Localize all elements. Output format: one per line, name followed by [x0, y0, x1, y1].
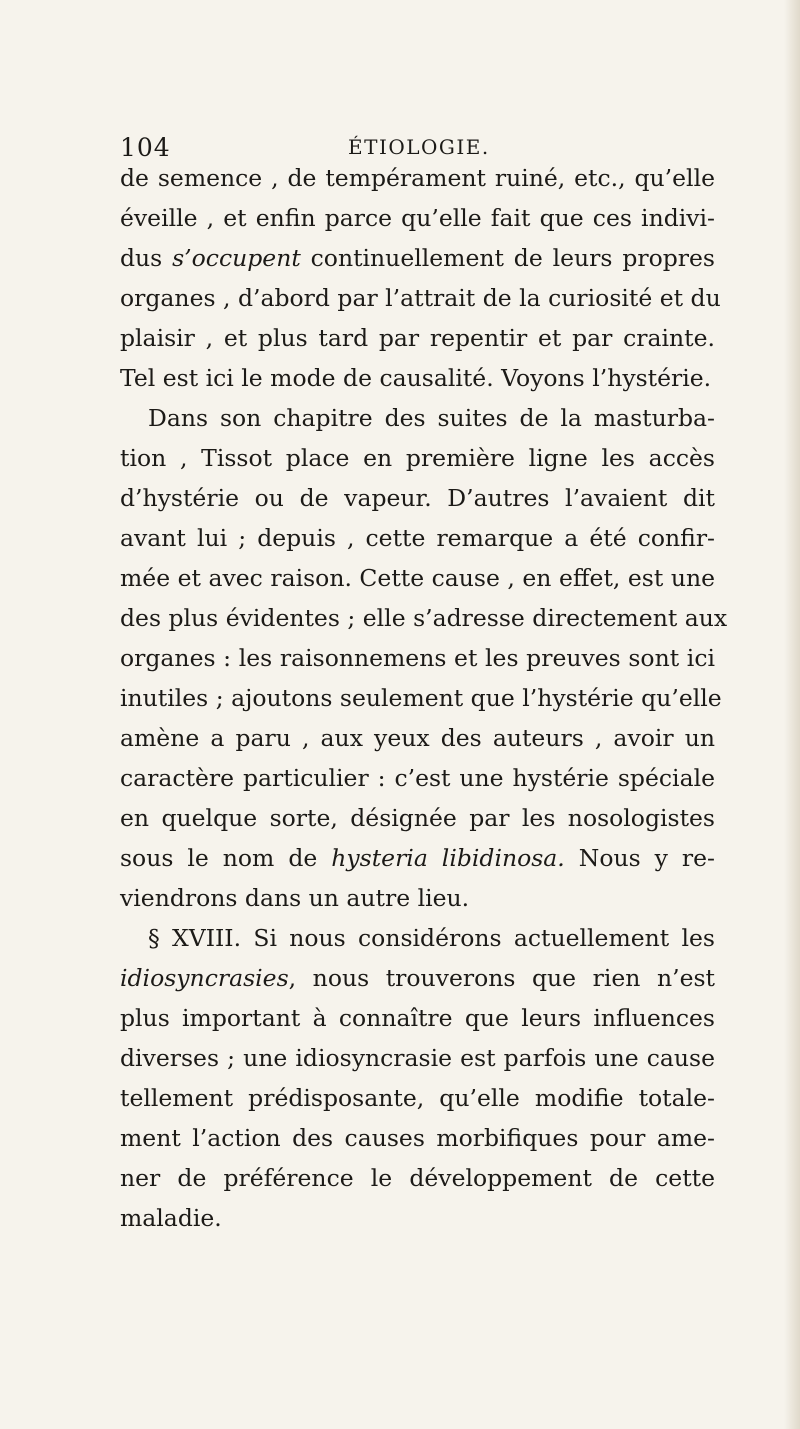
italic-term: hysteria libidinosa. — [331, 844, 565, 872]
text-line: plaisir , et plus tard par repentir et par crainte. — [120, 324, 715, 352]
paragraph-start-line: Dans son chapitre des suites de la masturba- — [148, 404, 715, 432]
section-heading-line: § XVIII. Si nous considérons actuellement les — [148, 924, 715, 952]
text-line — [120, 238, 715, 278]
text-segment: Nous y re- — [564, 844, 715, 872]
body-text — [120, 158, 728, 1238]
text-line: caractère particulier : c’est une hystérie spéciale — [120, 764, 715, 792]
text-line: diverses ; une idiosyncrasie est parfois une cause — [120, 1044, 715, 1072]
text-line: ner de préférence le développement de cette — [120, 1164, 715, 1192]
text-segment: , nous trouverons que rien n’est — [288, 964, 715, 992]
italic-term: idiosyncrasies — [120, 964, 289, 992]
text-line: maladie. — [120, 1204, 222, 1232]
text-line: des plus évidentes ; elle s’adresse directement aux — [120, 604, 728, 632]
text-line: d’hystérie ou de vapeur. D’autres l’avaient dit — [120, 484, 715, 512]
text-line: tellement prédisposante, qu’elle modifie totale- — [120, 1084, 715, 1112]
text-line: amène a paru , aux yeux des auteurs , avoir un — [120, 724, 715, 752]
text-line: plus important à connaître que leurs influences — [120, 1004, 715, 1032]
text-line: ment l’action des causes morbifiques pour ame- — [120, 1124, 715, 1152]
text-line: avant lui ; depuis , cette remarque a été confir- — [120, 524, 715, 552]
text-line — [120, 838, 715, 878]
text-line: tion , Tissot place en première ligne les accès — [120, 444, 715, 472]
italic-term: s’occupent — [172, 244, 301, 272]
text-line — [120, 958, 715, 998]
text-line: inutiles ; ajoutons seulement que l’hystérie qu’elle — [120, 684, 722, 712]
page-edge-shadow — [784, 0, 800, 1429]
page-number: 104 — [120, 133, 171, 162]
text-line: organes : les raisonnemens et les preuves sont ici — [120, 644, 715, 672]
text-line: de semence , de tempérament ruiné, etc., qu’elle — [120, 164, 715, 192]
text-segment: dus — [120, 244, 173, 272]
text-line: éveille , et enfin parce qu’elle fait que ces indivi- — [120, 204, 715, 232]
text-line: en quelque sorte, désignée par les nosologistes — [120, 804, 715, 832]
text-segment: continuellement de leurs propres — [300, 244, 715, 272]
text-segment: sous le nom de — [120, 844, 332, 872]
running-title: ÉTIOLOGIE. — [348, 135, 490, 159]
text-line: Tel est ici le mode de causalité. Voyons l’hystérie. — [120, 364, 712, 392]
text-line: viendrons dans un autre lieu. — [120, 884, 470, 912]
text-line: organes , d’abord par l’attrait de la curiosité et du — [120, 284, 721, 312]
text-line: mée et avec raison. Cette cause , en effet, est une — [120, 564, 715, 592]
